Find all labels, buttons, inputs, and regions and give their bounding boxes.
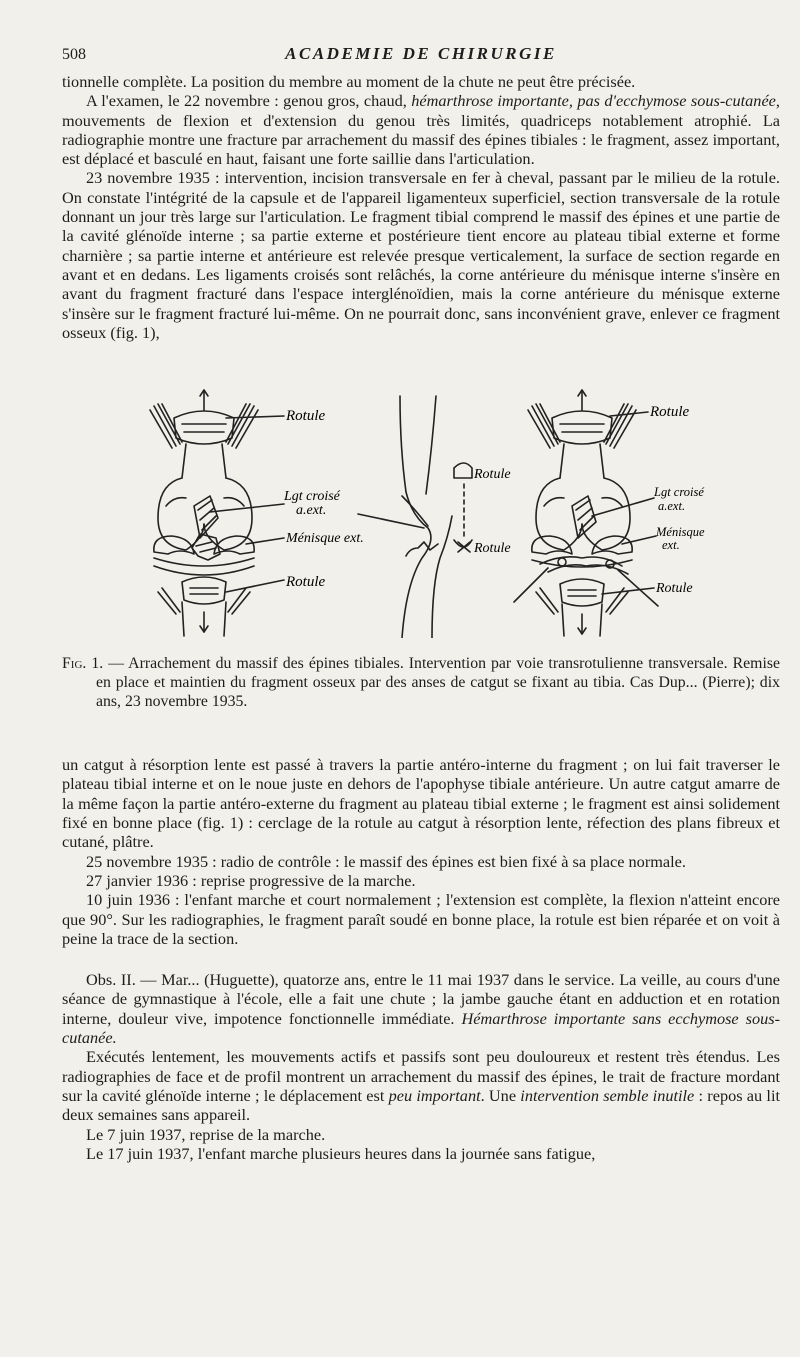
caption-text: — Arrachement du massif des épines tibiales. Intervention par voie transrotulienne transversale. Remise en place et maintien du fragment osseux par des anses de catgut se fixant au tibia. Cas Dup... (Pierre); dix ans, 23 novembre 1935.	[96, 655, 780, 711]
left-knee-drawing	[150, 390, 284, 636]
label-lgt-croise-left-2: a.ext.	[296, 503, 327, 519]
label-rotule-middle-top: Rotule	[474, 467, 511, 483]
paragraph: 23 novembre 1935 : intervention, incision transversale en fer à cheval, passant par le milieu de la rotule. On constate l'intégrité de la capsule et de l'appareil ligamenteux superficiel, section transversale de la rotule donnant un jour très large sur l'articulation. Le fragment tibial comprend le massif des épines et une partie de la cavité glénoïde interne ; sa partie externe et postérieure tient encore au plateau tibial externe et forme charnière ; sa partie interne et antérieure est relevée presque verticalement, la surface de section regarde en avant et en dedans. Les ligaments croisés sont relâchés, la corne antérieure du ménisque interne s'insère en avant du fragment fracturé dans l'espace interglénoïdien, mais la corne antérieure du ménisque externe s'insère sur le fragment fracturé lui-même. On ne pourrait donc, sans inconvénient grave, enlever ce fragment osseux (fig. 1),	[62, 168, 780, 342]
label-rotule-middle-bottom: Rotule	[474, 541, 511, 557]
figure-caption	[62, 654, 780, 711]
knee-illustration	[62, 388, 780, 638]
label-menisque-right: Ménisque	[656, 525, 705, 540]
body-text-before	[62, 72, 780, 342]
paragraph: tionnelle complète. La position du membre au moment de la chute ne peut être précisée.	[62, 72, 636, 91]
body-text-after	[62, 755, 780, 1163]
paragraph: A l'examen, le 22 novembre : genou gros, chaud, hémarthrose importante, pas d'ecchymose sous-cutanée, mouvements de flexion et d'extension du genou très limités, quadriceps notablement atrophié. La radiographie montre une fracture par arrachement du massif des épines tibiales : le fragment, assez important, est déplacé et basculé en haut, faisant une forte saillie dans l'articulation.	[62, 91, 780, 169]
label-rotule-left-bottom: Rotule	[286, 574, 326, 591]
label-menisque-left: Ménisque ext.	[286, 531, 364, 547]
label-rotule-right-top: Rotule	[650, 404, 690, 421]
caption-label: Fig. 1.	[62, 655, 104, 673]
middle-knee-drawing	[358, 396, 472, 638]
paragraph: 25 novembre 1935 : radio de contrôle : le massif des épines est bien fixé à sa place normale.	[86, 851, 686, 871]
paragraph: Exécutés lentement, les mouvements actifs et passifs sont peu douloureux et restent très étendus. Les radiographies de face et de profil montrent un arrachement du massif des épines, le trait de fracture mordant sur la cavité glénoïde interne ; le déplacement est peu important. Une intervention semble inutile : repos au lit deux semaines sans appareil.	[62, 1047, 780, 1125]
running-head	[62, 42, 780, 72]
emphasis: hémarthrose importante, pas d'ecchymose sous-cutanée	[411, 91, 776, 111]
paragraph: Le 17 juin 1937, l'enfant marche plusieurs heures dans la journée sans fatigue,	[86, 1143, 596, 1163]
right-knee-drawing	[514, 390, 658, 636]
label-lgt-croise-right: Lgt croisé	[654, 485, 704, 500]
page-number: 508	[62, 46, 86, 63]
emphasis: peu important	[388, 1085, 481, 1105]
paragraph: 27 janvier 1936 : reprise progressive de la marche.	[86, 870, 416, 890]
paragraph: Le 7 juin 1937, reprise de la marche.	[86, 1124, 326, 1144]
page	[62, 42, 780, 1163]
paragraph-obs-ii: Obs. II. — Mar... (Huguette), quatorze ans, entre le 11 mai 1937 dans le service. La veille, au cours d'une séance de gymnastique à l'école, elle a fait une chute ; la jambe gauche étant en adduction et en rotation interne, douleur vive, impotence fonctionnelle immédiate. Hémarthrose importante sans ecchymose sous-cutanée.	[62, 970, 781, 1048]
label-rotule-right-bottom: Rotule	[656, 581, 693, 597]
label-lgt-croise-right-2: a.ext.	[658, 499, 686, 514]
journal-title: ACADEMIE DE CHIRURGIE	[285, 44, 557, 63]
label-lgt-croise-left: Lgt croisé	[284, 489, 340, 505]
label-menisque-right-2: ext.	[662, 538, 680, 553]
paragraph: 10 juin 1936 : l'enfant marche et court normalement ; l'extension est complète, la flexion n'atteint encore que 90°. Sur les radiographies, le fragment paraît soudé en bonne place, la rotule est bien réparée et on voit à peine la trace de la section.	[62, 890, 780, 948]
figure-1	[62, 388, 780, 638]
label-rotule-left-top: Rotule	[286, 408, 326, 425]
emphasis: Hémarthrose importante sans ecchymose sous-cutanée.	[62, 1008, 781, 1048]
emphasis: intervention semble inutile	[520, 1085, 695, 1105]
paragraph: un catgut à résorption lente est passé à travers la partie antéro-interne du fragment ; on lui fait traverser le plateau tibial interne et on le noue juste en dehors de l'apophyse tibiale antérieure. Un autre catgut amarre de la même façon la partie antéro-externe du fragment au plateau tibial externe ; le fragment est ainsi solidement fixé en bonne place (fig. 1) : cerclage de la rotule au catgut à résorption lente, réfection des plans fibreux et cutané, plâtre.	[62, 755, 780, 852]
